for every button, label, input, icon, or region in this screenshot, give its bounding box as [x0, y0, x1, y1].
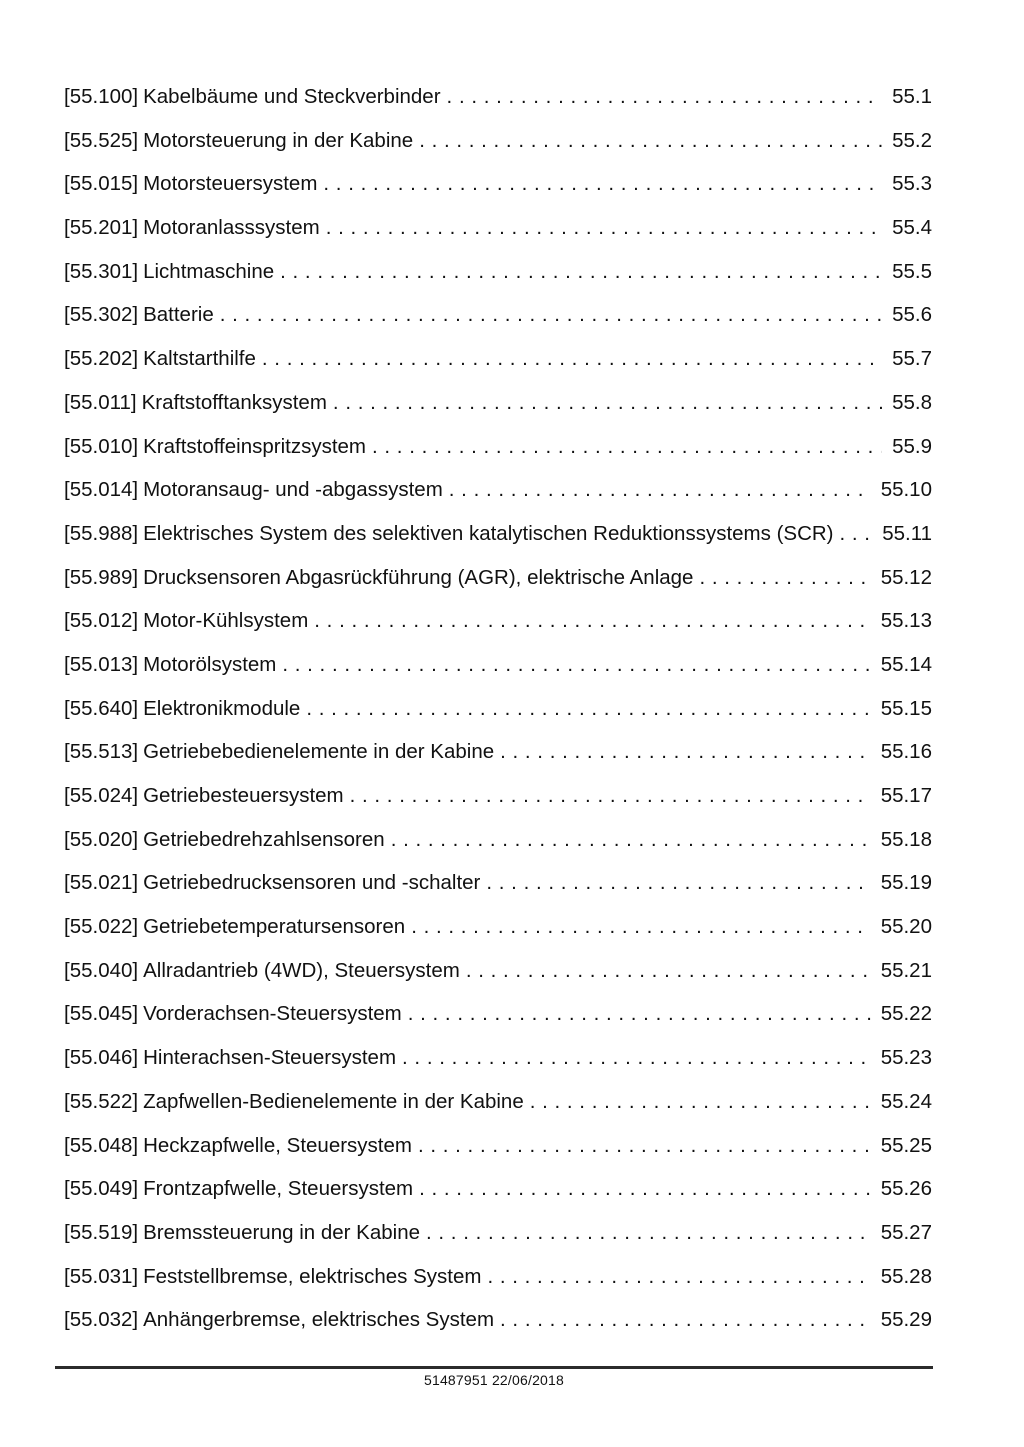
- dot-leader: [314, 608, 870, 633]
- toc-entry-label: [64, 1220, 420, 1245]
- toc-entry-code: [55.202]: [64, 347, 139, 371]
- dot-leader: [391, 827, 871, 852]
- dot-leader: [419, 128, 882, 153]
- toc-entry-title: Motorölsystem: [143, 652, 277, 676]
- toc-entry-label: [64, 783, 344, 808]
- toc-entry-title: Motoransaug- und -abgassystem: [143, 478, 443, 502]
- toc-entry-code: [55.011]: [64, 390, 137, 414]
- toc-entry[interactable]: [64, 870, 932, 914]
- toc-entry-title: Frontzapfwelle, Steuersystem: [143, 1177, 414, 1201]
- toc-entry-page: 55.9: [892, 434, 932, 458]
- toc-entry[interactable]: [64, 914, 932, 958]
- toc-entry[interactable]: [64, 1176, 932, 1220]
- dot-leader: [500, 1307, 871, 1332]
- dot-leader: [350, 783, 871, 808]
- toc-entry-title: Hinterachsen-Steuersystem: [143, 1046, 397, 1070]
- toc-entry[interactable]: [64, 259, 932, 303]
- toc-entry-title: Kraftstofftanksystem: [141, 390, 327, 414]
- toc-entry-label: [64, 1133, 412, 1158]
- dot-leader: [530, 1089, 871, 1114]
- dot-leader: [333, 390, 882, 415]
- toc-entry-code: [55.015]: [64, 172, 139, 196]
- toc-entry-code: [55.519]: [64, 1220, 139, 1244]
- toc-entry[interactable]: [64, 302, 932, 346]
- toc-entry[interactable]: [64, 1089, 932, 1133]
- toc-entry-label: [64, 302, 214, 327]
- toc-entry-code: [55.513]: [64, 740, 139, 764]
- toc-entry-code: [55.049]: [64, 1177, 139, 1201]
- toc-entry-code: [55.031]: [64, 1264, 139, 1288]
- toc-entry-code: [55.022]: [64, 915, 139, 939]
- toc-entry-code: [55.989]: [64, 565, 139, 589]
- toc-entry-label: [64, 696, 300, 721]
- toc-entry-page: 55.25: [880, 1133, 932, 1157]
- toc-entry-page: 55.27: [880, 1220, 932, 1244]
- toc-entry-label: [64, 390, 327, 415]
- toc-entry-code: [55.021]: [64, 871, 139, 895]
- toc-entry-label: [64, 1045, 396, 1070]
- toc-entry-label: [64, 608, 308, 633]
- toc-entry-code: [55.302]: [64, 303, 139, 327]
- toc-entry-label: [64, 958, 460, 983]
- dot-leader: [447, 84, 883, 109]
- toc-entry-page: 55.19: [880, 871, 932, 895]
- toc-entry[interactable]: [64, 521, 932, 565]
- toc-entry-code: [55.024]: [64, 784, 139, 807]
- dot-leader: [306, 696, 870, 721]
- toc-entry-code: [55.045]: [64, 1002, 139, 1026]
- dot-leader: [326, 215, 882, 240]
- toc-entry-title: Motor-Kühlsystem: [143, 609, 309, 633]
- toc-entry-title: Motorsteuerung in der Kabine: [143, 128, 414, 152]
- toc-entry-code: [55.301]: [64, 259, 139, 283]
- toc-entry-title: Motorsteuersystem: [143, 172, 318, 196]
- toc-entry-code: [55.048]: [64, 1133, 139, 1157]
- toc-entry-title: Getriebedrucksensoren und -schalter: [143, 871, 481, 895]
- toc-entry-label: [64, 84, 441, 109]
- toc-entry[interactable]: [64, 739, 932, 783]
- toc-entry-code: [55.640]: [64, 696, 139, 720]
- toc-entry-label: [64, 259, 274, 284]
- toc-entry-page: 55.21: [880, 958, 932, 982]
- toc-entry-title: Heckzapfwelle, Steuersystem: [143, 1133, 412, 1157]
- toc-entry-title: Lichtmaschine: [143, 259, 275, 283]
- toc-entry-code: [55.013]: [64, 652, 139, 676]
- toc-entry-title: Elektrisches System des selektiven katalytischen Reduktionssystems (SCR): [143, 521, 834, 545]
- toc-entry-page: 55.7: [892, 347, 932, 371]
- toc-entry-title: Bremssteuerung in der Kabine: [143, 1220, 421, 1244]
- toc-entry-page: 55.10: [880, 478, 932, 502]
- toc-entry-page: 55.16: [880, 740, 932, 764]
- toc-entry-page: 55.26: [880, 1177, 932, 1201]
- toc-entry[interactable]: [64, 827, 932, 871]
- toc-entry[interactable]: [64, 1001, 932, 1045]
- toc-entry-label: [64, 565, 693, 590]
- dot-leader: [840, 521, 873, 546]
- toc-entry-code: [55.032]: [64, 1308, 139, 1332]
- page-footer: [55, 1366, 933, 1388]
- toc-entry[interactable]: [64, 477, 932, 521]
- toc-entry[interactable]: [64, 1307, 932, 1351]
- dot-leader: [486, 870, 870, 895]
- toc-entry[interactable]: [64, 1133, 932, 1177]
- toc-entry-label: [64, 739, 494, 764]
- dot-leader: [418, 1133, 871, 1158]
- toc-entry-code: [55.020]: [64, 827, 139, 851]
- toc-entry-page: 55.5: [892, 259, 932, 283]
- toc-entry-page: 55.17: [880, 784, 932, 807]
- toc-entry[interactable]: [64, 346, 932, 390]
- toc-entry[interactable]: [64, 696, 932, 740]
- toc-entry-label: [64, 652, 276, 677]
- toc-entry-title: Getriebetemperatursensoren: [143, 915, 406, 939]
- toc-entry-page: 55.13: [880, 609, 932, 633]
- toc-entry-label: [64, 1264, 481, 1289]
- toc-entry[interactable]: [64, 434, 932, 478]
- dot-leader: [487, 1264, 870, 1289]
- dot-leader: [426, 1220, 871, 1245]
- dot-leader: [323, 171, 882, 196]
- toc-entry-label: [64, 827, 385, 852]
- toc-entry-label: [64, 171, 317, 196]
- toc-entry-title: Feststellbremse, elektrisches System: [143, 1264, 482, 1288]
- toc-entry[interactable]: [64, 652, 932, 696]
- toc-entry-page: 55.22: [880, 1002, 932, 1026]
- dot-leader: [372, 434, 882, 459]
- toc-entry-label: [64, 1089, 524, 1114]
- toc-entry-title: Anhängerbremse, elektrisches System: [143, 1308, 495, 1332]
- toc-entry-page: 55.24: [880, 1089, 932, 1113]
- toc-entry[interactable]: [64, 128, 932, 172]
- toc-entry-code: [55.522]: [64, 1089, 139, 1113]
- toc-entry[interactable]: [64, 1045, 932, 1089]
- toc-entry-page: 55.20: [880, 915, 932, 939]
- toc-entry-page: 55.4: [892, 216, 932, 240]
- dot-leader: [262, 346, 882, 371]
- toc-entry-page: 55.1: [892, 85, 932, 108]
- toc-entry-label: [64, 1001, 402, 1026]
- toc-entry-title: Getriebebedienelemente in der Kabine: [143, 740, 495, 764]
- toc-entry-page: 55.29: [880, 1308, 932, 1332]
- toc-entry[interactable]: [64, 608, 932, 652]
- footer-text: 51487951 22/06/2018: [423, 1372, 565, 1388]
- dot-leader: [411, 914, 871, 939]
- toc-entry-code: [55.040]: [64, 958, 139, 982]
- toc-entry-title: Zapfwellen-Bedienelemente in der Kabine: [143, 1089, 524, 1113]
- toc-entry-label: [64, 870, 480, 895]
- toc-entry-code: [55.201]: [64, 216, 139, 240]
- toc-entry[interactable]: [64, 84, 932, 128]
- toc-entry-page: 55.28: [880, 1264, 932, 1288]
- toc-entry-title: Motoranlasssystem: [143, 216, 320, 240]
- dot-leader: [466, 958, 871, 983]
- dot-leader: [402, 1045, 871, 1070]
- toc-entry-label: [64, 1307, 494, 1332]
- toc-entry-label: [64, 477, 443, 502]
- toc-entry-title: Drucksensoren Abgasrückführung (AGR), elektrische Anlage: [143, 565, 694, 589]
- toc-entry-title: Elektronikmodule: [143, 696, 301, 720]
- toc-entry-title: Kaltstarthilfe: [143, 347, 256, 371]
- dot-leader: [500, 739, 871, 764]
- toc-entry[interactable]: [64, 171, 932, 215]
- toc-entry-page: 55.15: [880, 696, 932, 720]
- toc-entry-page: 55.3: [892, 172, 932, 196]
- toc-entry-page: 55.12: [880, 565, 932, 589]
- toc-entry-title: Kabelbäume und Steckverbinder: [143, 85, 441, 108]
- dot-leader: [282, 652, 870, 677]
- toc-entry-label: [64, 434, 366, 459]
- toc-entry-label: [64, 215, 320, 240]
- toc-entry-title: Getriebesteuersystem: [143, 784, 344, 807]
- toc-entry-code: [55.010]: [64, 434, 139, 458]
- toc-entry-title: Batterie: [143, 303, 214, 327]
- toc-entry-page: 55.2: [892, 128, 932, 152]
- dot-leader: [419, 1176, 871, 1201]
- toc-entry-code: [55.525]: [64, 128, 139, 152]
- toc-entry[interactable]: [64, 1220, 932, 1264]
- toc-entry[interactable]: [64, 390, 932, 434]
- toc-list: [64, 84, 932, 1351]
- dot-leader: [220, 302, 882, 327]
- toc-entry-label: [64, 521, 834, 546]
- toc-entry-code: [55.100]: [64, 85, 139, 108]
- toc-entry-code: [55.014]: [64, 478, 139, 502]
- toc-entry-code: [55.988]: [64, 521, 139, 545]
- toc-entry[interactable]: [64, 783, 932, 827]
- toc-entry-page: 55.8: [892, 390, 932, 414]
- dot-leader: [280, 259, 882, 284]
- toc-entry-page: 55.6: [892, 303, 932, 327]
- toc-entry[interactable]: [64, 958, 932, 1002]
- toc-entry-page: 55.14: [880, 652, 932, 676]
- toc-entry-code: [55.046]: [64, 1046, 139, 1070]
- toc-entry-title: Vorderachsen-Steuersystem: [143, 1002, 402, 1026]
- toc-entry-page: 55.11: [882, 521, 932, 545]
- toc-entry-label: [64, 128, 413, 153]
- dot-leader: [449, 477, 871, 502]
- dot-leader: [408, 1001, 871, 1026]
- toc-entry-label: [64, 914, 405, 939]
- toc-entry-title: Allradantrieb (4WD), Steuersystem: [143, 958, 460, 982]
- toc-entry-label: [64, 346, 256, 371]
- dot-leader: [699, 565, 870, 590]
- toc-entry[interactable]: [64, 215, 932, 259]
- toc-entry-page: 55.18: [880, 827, 932, 851]
- toc-entry-title: Kraftstoffeinspritzsystem: [143, 434, 367, 458]
- toc-entry[interactable]: [64, 565, 932, 609]
- toc-entry-label: [64, 1176, 413, 1201]
- toc-entry[interactable]: [64, 1264, 932, 1308]
- toc-entry-title: Getriebedrehzahlsensoren: [143, 827, 385, 851]
- toc-entry-code: [55.012]: [64, 609, 139, 633]
- toc-entry-page: 55.23: [880, 1046, 932, 1070]
